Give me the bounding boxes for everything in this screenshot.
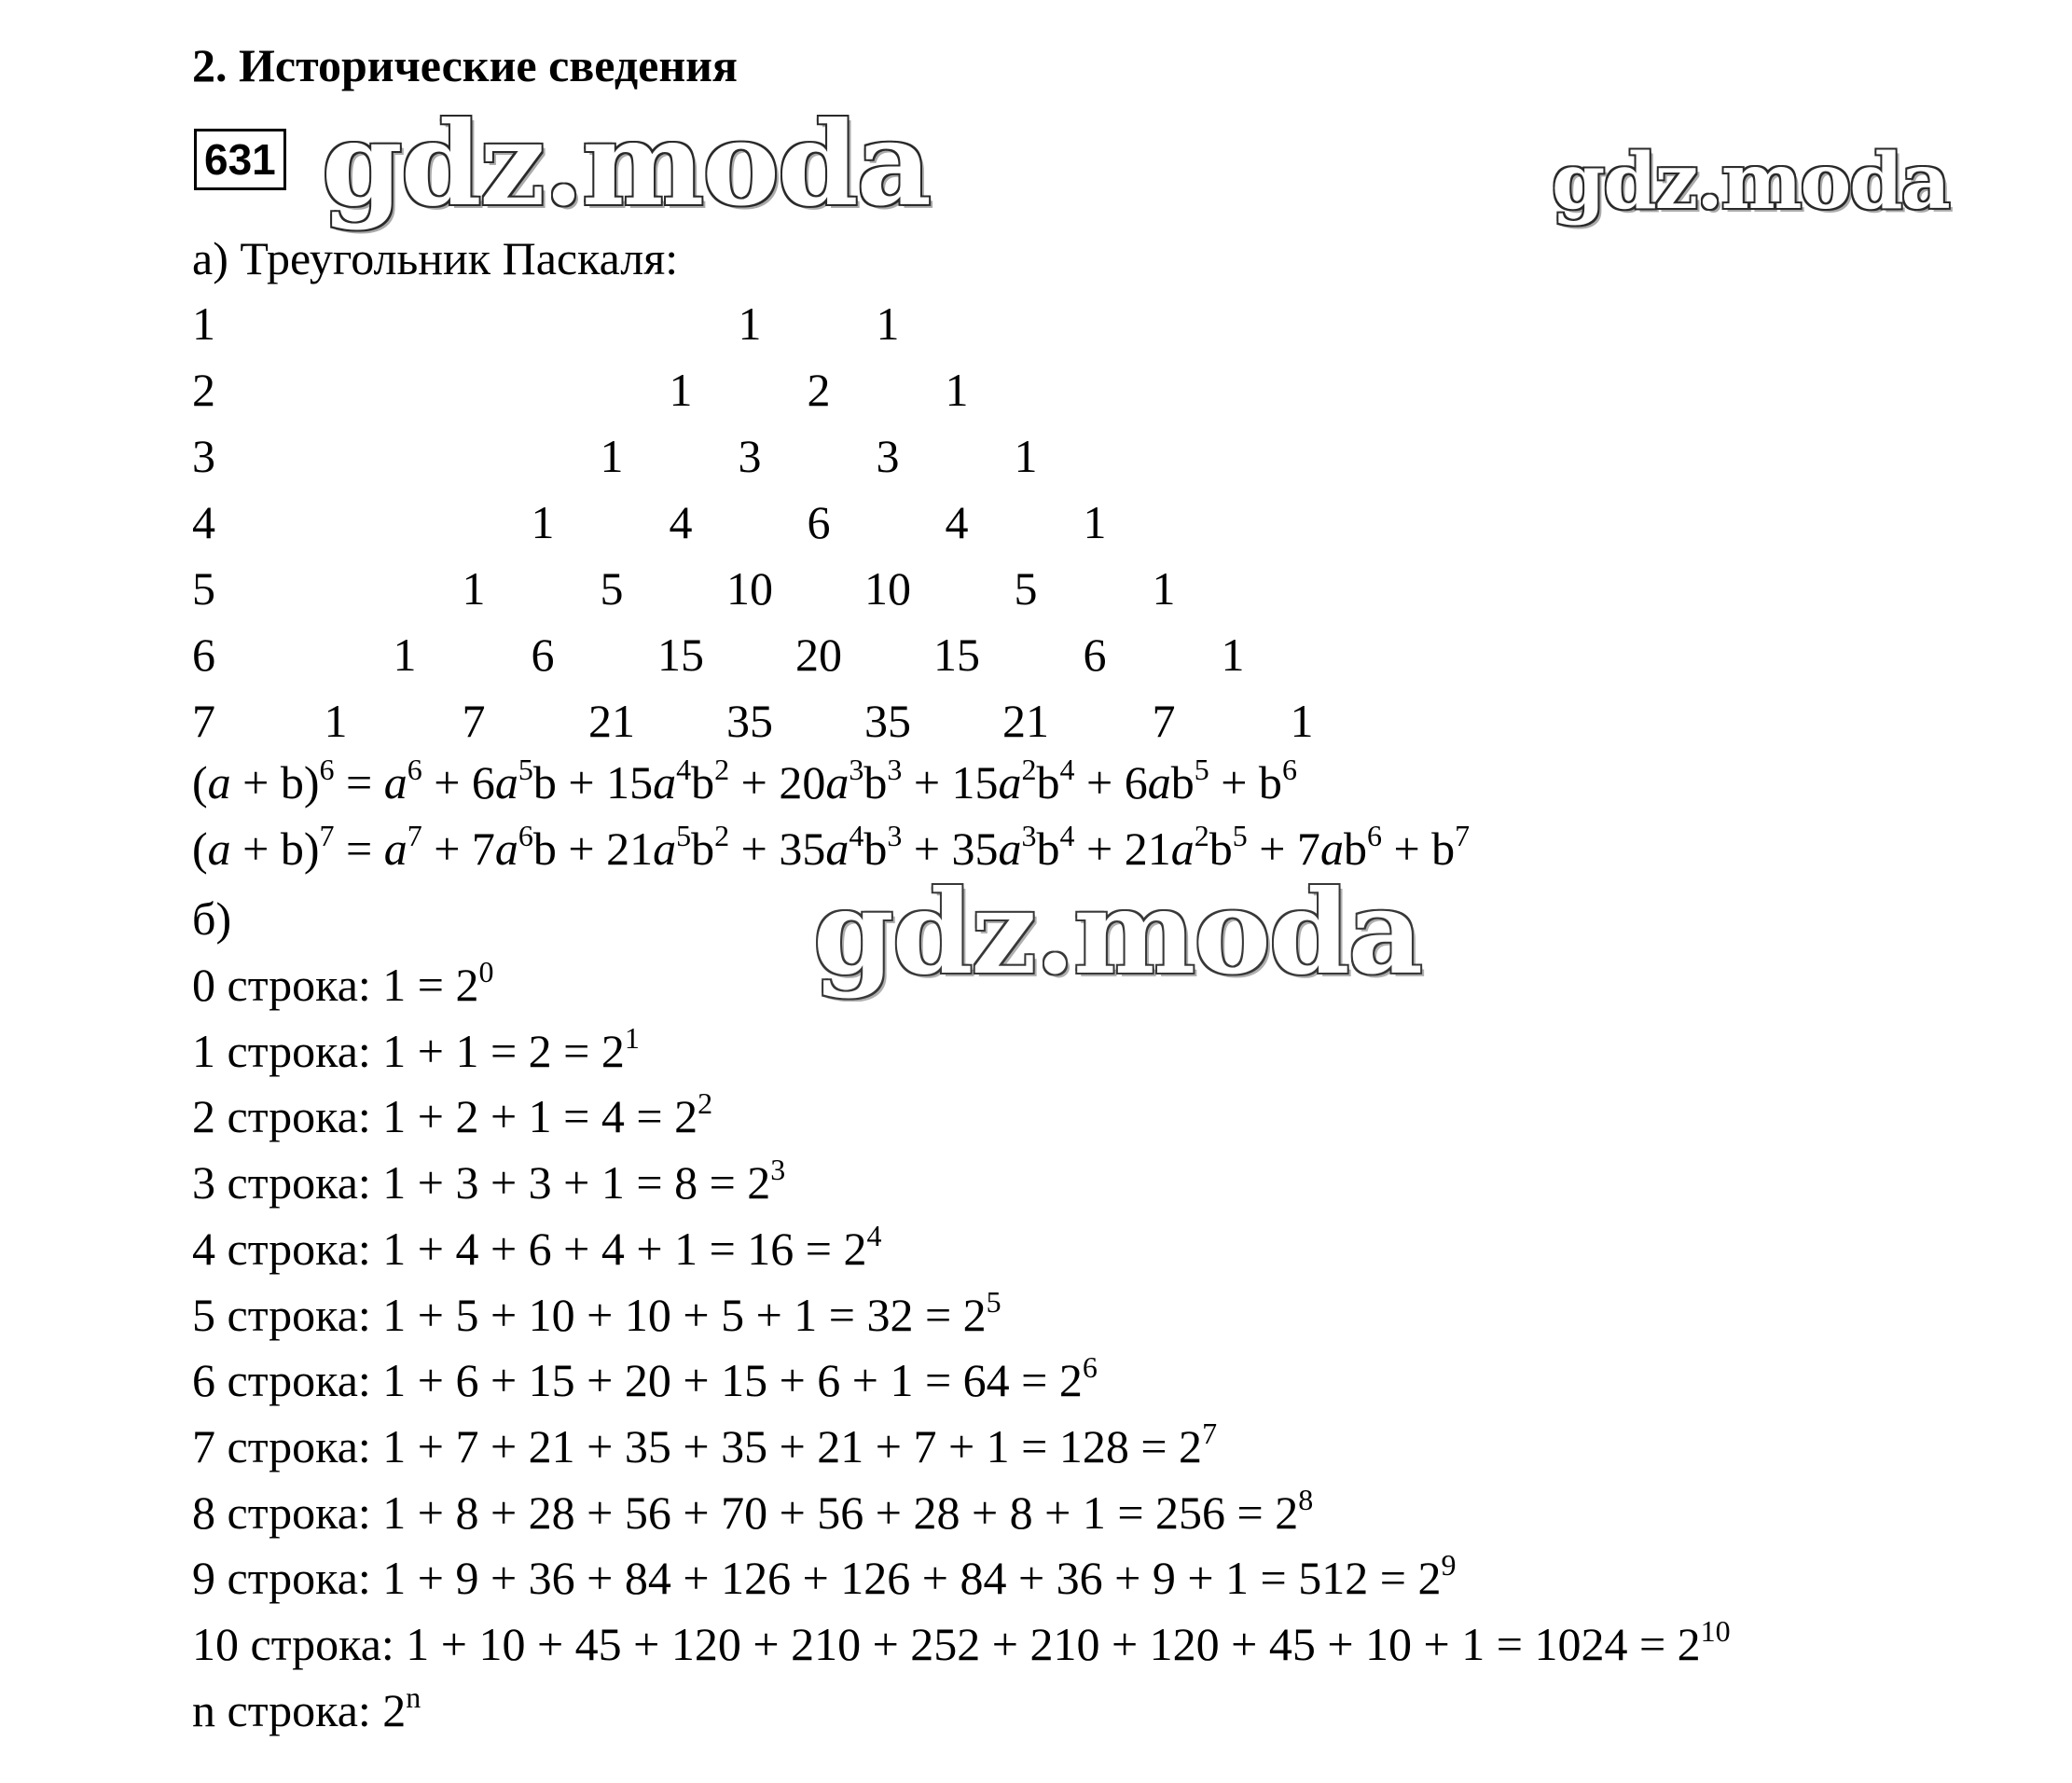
row-sum-text: 2 строка: 1 + 2 + 1 = 4 = 2	[192, 1090, 698, 1142]
triangle-value: 1	[1152, 562, 1176, 615]
formula-term: a	[383, 756, 407, 809]
triangle-value: 1	[669, 364, 693, 416]
triangle-row	[0, 295, 2072, 352]
formula-exponent: 6	[1281, 753, 1297, 786]
triangle-value: 6	[531, 629, 555, 681]
row-sum-text: 0 строка: 1 = 2	[192, 959, 479, 1011]
formula-exponent: 4	[849, 819, 864, 852]
triangle-value: 10	[864, 562, 911, 615]
triangle-row-number: 4	[192, 496, 215, 548]
formula-term: a	[207, 756, 231, 809]
row-sum-line	[192, 1220, 881, 1278]
row-sum-text: 1 строка: 1 + 1 = 2 = 2	[192, 1025, 625, 1077]
triangle-value: 7	[1152, 695, 1176, 747]
row-sum-text: 7 строка: 1 + 7 + 21 + 35 + 35 + 21 + 7 + 1 = 128 = 2	[192, 1420, 1203, 1472]
formula-term: b	[1170, 756, 1195, 809]
triangle-value: 2	[807, 364, 831, 416]
row-sum-text: 6 строка: 1 + 6 + 15 + 20 + 15 + 6 + 1 = 64 = 2	[192, 1354, 1083, 1406]
triangle-value: 35	[864, 695, 911, 747]
triangle-row-number: 6	[192, 629, 215, 681]
triangle-value: 1	[600, 430, 624, 482]
row-sum-line	[192, 1286, 1001, 1344]
triangle-row-number: 7	[192, 695, 215, 747]
triangle-value: 1	[876, 297, 900, 350]
triangle-value: 15	[933, 629, 980, 681]
formula-term: + b)	[230, 822, 320, 875]
watermark-logo: gdz.moda	[1552, 137, 1949, 227]
watermark-logo: gdz.moda	[322, 97, 930, 232]
triangle-value: 1	[738, 297, 762, 350]
triangle-value: 1	[1290, 695, 1314, 747]
triangle-value: 1	[462, 562, 486, 615]
formula-term: + 20	[729, 756, 826, 809]
formula-term: b	[1036, 756, 1060, 809]
formula-term: a	[653, 756, 677, 809]
formula-term: b	[691, 756, 715, 809]
triangle-value: 15	[657, 629, 704, 681]
triangle-value: 4	[669, 496, 693, 548]
formula-term: + b)	[230, 756, 320, 809]
row-sum-exponent: 5	[986, 1285, 1001, 1319]
formula-term: a	[1147, 756, 1171, 809]
formula-term: a	[998, 822, 1022, 875]
formula-term: b	[863, 756, 888, 809]
formula-exponent: 3	[887, 819, 903, 852]
triangle-value: 3	[876, 430, 900, 482]
triangle-row-number: 2	[192, 364, 215, 416]
triangle-value: 21	[588, 695, 635, 747]
formula-term: a	[653, 822, 677, 875]
row-sum-text: n строка: 2	[192, 1684, 407, 1736]
row-sum-text: 5 строка: 1 + 5 + 10 + 10 + 5 + 1 = 32 = 2	[192, 1289, 987, 1341]
formula-term: a	[998, 756, 1022, 809]
row-sum-line	[192, 1484, 1313, 1541]
row-sum-exponent: 7	[1202, 1417, 1218, 1450]
triangle-value: 1	[1014, 430, 1038, 482]
row-sum-text: 3 строка: 1 + 3 + 3 + 1 = 8 = 2	[192, 1156, 771, 1209]
row-sum-exponent: 0	[478, 955, 494, 988]
task-number-box: 631	[194, 129, 286, 190]
formula-term: (	[192, 822, 208, 875]
formula-exponent: 3	[887, 753, 903, 786]
row-sum-exponent: 1	[624, 1021, 640, 1055]
watermark-logo: gdz.moda	[813, 865, 1421, 1001]
formula-term: b	[1343, 822, 1367, 875]
formula-term: + 6	[1074, 756, 1148, 809]
formula-term: a	[1319, 822, 1344, 875]
section-title: 2. Исторические сведения	[192, 39, 738, 91]
formula-term: b + 21	[532, 822, 654, 875]
formula-term: a	[825, 822, 850, 875]
formula-term: + 7	[421, 822, 495, 875]
part-b-heading: б)	[192, 892, 232, 945]
formula-term: a	[494, 822, 518, 875]
formula-exponent: 5	[518, 753, 533, 786]
triangle-value: 3	[738, 430, 762, 482]
formula-term: + b	[1381, 822, 1456, 875]
triangle-value: 1	[393, 629, 417, 681]
formula-exponent: 7	[407, 819, 422, 852]
formula-term: + 15	[902, 756, 999, 809]
formula-exponent: 3	[849, 753, 864, 786]
row-sum-line	[192, 1615, 1731, 1673]
row-sum-exponent: 10	[1700, 1614, 1731, 1648]
row-sum-exponent: n	[406, 1680, 421, 1714]
formula-term: b	[1036, 822, 1060, 875]
triangle-row	[0, 493, 2072, 551]
formula-exponent: 6	[319, 753, 335, 786]
part-a-heading: а) Треугольник Паскаля:	[192, 232, 679, 284]
triangle-row	[0, 361, 2072, 419]
row-sum-exponent: 9	[1441, 1548, 1457, 1582]
formula-term: + 35	[902, 822, 999, 875]
formula-exponent: 6	[1366, 819, 1382, 852]
formula-exponent: 4	[676, 753, 692, 786]
formula-exponent: 7	[1455, 819, 1471, 852]
formula-term: a	[825, 756, 850, 809]
formula-exponent: 2	[714, 819, 730, 852]
triangle-value: 1	[324, 695, 348, 747]
formula-exponent: 6	[518, 819, 533, 852]
formula-exponent: 2	[714, 753, 730, 786]
formula-exponent: 5	[676, 819, 692, 852]
row-sum-exponent: 4	[866, 1219, 882, 1252]
triangle-value: 21	[1002, 695, 1049, 747]
row-sum-line	[192, 1681, 421, 1739]
row-sum-text: 9 строка: 1 + 9 + 36 + 84 + 126 + 126 + 84 + 36 + 9 + 1 = 512 = 2	[192, 1552, 1442, 1604]
formula-term: + 35	[729, 822, 826, 875]
triangle-row	[0, 427, 2072, 485]
triangle-row	[0, 626, 2072, 684]
row-sum-line	[192, 1417, 1217, 1475]
formula-exponent: 2	[1021, 753, 1037, 786]
triangle-value: 20	[795, 629, 842, 681]
formula-term: a	[207, 822, 231, 875]
row-sum-line	[192, 1549, 1456, 1607]
row-sum-text: 4 строка: 1 + 4 + 6 + 4 + 1 = 16 = 2	[192, 1223, 867, 1275]
formula-term: b + 15	[532, 756, 654, 809]
formula-term: b	[691, 822, 715, 875]
formula-term: + 7	[1247, 822, 1320, 875]
triangle-row	[0, 560, 2072, 617]
formula-exponent: 2	[1194, 819, 1209, 852]
triangle-value: 1	[531, 496, 555, 548]
triangle-row	[0, 692, 2072, 750]
formula-term: =	[334, 822, 384, 875]
formula-term: a	[383, 822, 407, 875]
formula-exponent: 5	[1194, 753, 1209, 786]
triangle-value: 35	[726, 695, 773, 747]
formula-exponent: 7	[319, 819, 335, 852]
formula-term: a	[494, 756, 518, 809]
formula-term: =	[334, 756, 384, 809]
formula-exponent: 5	[1232, 819, 1248, 852]
formula-exponent: 3	[1021, 819, 1037, 852]
row-sum-exponent: 6	[1082, 1350, 1098, 1384]
triangle-value: 6	[807, 496, 831, 548]
formula-term: + b	[1209, 756, 1282, 809]
triangle-value: 5	[600, 562, 624, 615]
triangle-value: 7	[462, 695, 486, 747]
row-sum-line	[192, 1087, 712, 1145]
triangle-value: 10	[726, 562, 773, 615]
row-sum-line	[192, 1154, 785, 1211]
triangle-value: 1	[1221, 629, 1245, 681]
triangle-row-number: 5	[192, 562, 215, 615]
triangle-row-number: 3	[192, 430, 215, 482]
triangle-value: 6	[1083, 629, 1107, 681]
formula-exponent: 4	[1059, 753, 1075, 786]
formula-term: b	[1209, 822, 1233, 875]
row-sum-exponent: 2	[698, 1086, 713, 1120]
formula-exponent: 4	[1059, 819, 1075, 852]
formula-term: b	[863, 822, 888, 875]
row-sum-text: 10 строка: 1 + 10 + 45 + 120 + 210 + 252 + 210 + 120 + 45 + 10 + 1 = 1024 = 2	[192, 1618, 1701, 1670]
row-sum-line	[192, 956, 493, 1014]
formula-term: (	[192, 756, 208, 809]
triangle-value: 1	[1083, 496, 1107, 548]
triangle-value: 5	[1014, 562, 1038, 615]
row-sum-text: 8 строка: 1 + 8 + 28 + 56 + 70 + 56 + 28 + 8 + 1 = 256 = 2	[192, 1486, 1299, 1539]
row-sum-line	[192, 1022, 640, 1080]
formula-term: + 21	[1074, 822, 1171, 875]
triangle-value: 1	[945, 364, 969, 416]
row-sum-line	[192, 1351, 1098, 1409]
row-sum-exponent: 8	[1298, 1483, 1314, 1516]
formula-term: a	[1170, 822, 1195, 875]
row-sum-exponent: 3	[770, 1153, 786, 1186]
formula-exponent: 6	[407, 753, 422, 786]
formula-term: + 6	[421, 756, 495, 809]
binomial-expansion-formula	[192, 753, 1297, 811]
triangle-value: 4	[945, 496, 969, 548]
triangle-row-number: 1	[192, 297, 215, 350]
